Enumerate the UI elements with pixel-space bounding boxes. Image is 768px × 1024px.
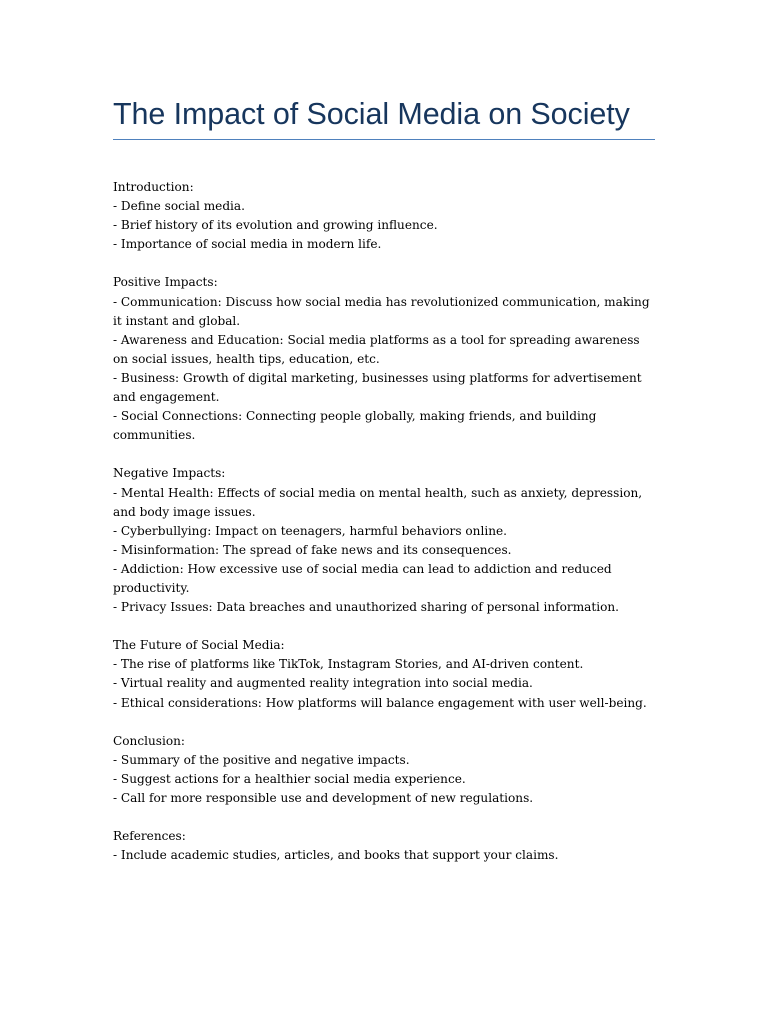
- list-item: - Awareness and Education: Social media platforms as a tool for spreading awareness on social issues, health tips, education, etc.: [113, 332, 640, 366]
- section-negative-impacts: [113, 464, 658, 617]
- section-references: [113, 827, 658, 865]
- list-item: - Virtual reality and augmented reality integration into social media.: [113, 676, 533, 691]
- list-item: - Misinformation: The spread of fake news and its consequences.: [113, 542, 512, 557]
- section-positive-impacts: [113, 273, 658, 445]
- section-heading: Negative Impacts:: [113, 466, 226, 481]
- list-item: - Privacy Issues: Data breaches and unauthorized sharing of personal information.: [113, 600, 620, 615]
- section-heading: Conclusion:: [113, 733, 185, 748]
- list-item: - The rise of platforms like TikTok, Instagram Stories, and AI-driven content.: [113, 657, 584, 672]
- section-conclusion: [113, 732, 658, 808]
- list-item: - Summary of the positive and negative impacts.: [113, 752, 410, 767]
- list-item: - Suggest actions for a healthier social media experience.: [113, 771, 466, 786]
- document-title: The Impact of Social Media on Society: [113, 97, 630, 131]
- section-heading: References:: [113, 829, 186, 844]
- list-item: - Mental Health: Effects of social media on mental health, such as anxiety, depression, and body image issues.: [113, 485, 643, 519]
- list-item: - Social Connections: Connecting people globally, making friends, and building communities.: [113, 409, 597, 443]
- list-item: - Communication: Discuss how social media has revolutionized communication, making it instant and global.: [113, 294, 650, 328]
- document-body: [113, 178, 658, 865]
- list-item: - Define social media.: [113, 199, 245, 214]
- section-heading: The Future of Social Media:: [113, 638, 285, 653]
- section-heading: Positive Impacts:: [113, 275, 218, 290]
- section-future: [113, 636, 658, 712]
- list-item: - Call for more responsible use and development of new regulations.: [113, 791, 534, 805]
- list-item: - Cyberbullying: Impact on teenagers, harmful behaviors online.: [113, 523, 507, 538]
- list-item: - Ethical considerations: How platforms will balance engagement with user well-being.: [113, 695, 647, 710]
- list-item: - Brief history of its evolution and growing influence.: [113, 218, 438, 233]
- document-page: [113, 0, 658, 884]
- list-item: - Business: Growth of digital marketing, businesses using platforms for advertisement and engagement.: [113, 370, 642, 405]
- list-item: - Importance of social media in modern life.: [113, 237, 382, 252]
- list-item: - Addiction: How excessive use of social media can lead to addiction and reduced productivity.: [113, 561, 612, 595]
- list-item: - Include academic studies, articles, and books that support your claims.: [113, 848, 559, 863]
- section-heading: Introduction:: [113, 180, 194, 194]
- title-divider: [113, 139, 655, 140]
- section-introduction: [113, 178, 658, 254]
